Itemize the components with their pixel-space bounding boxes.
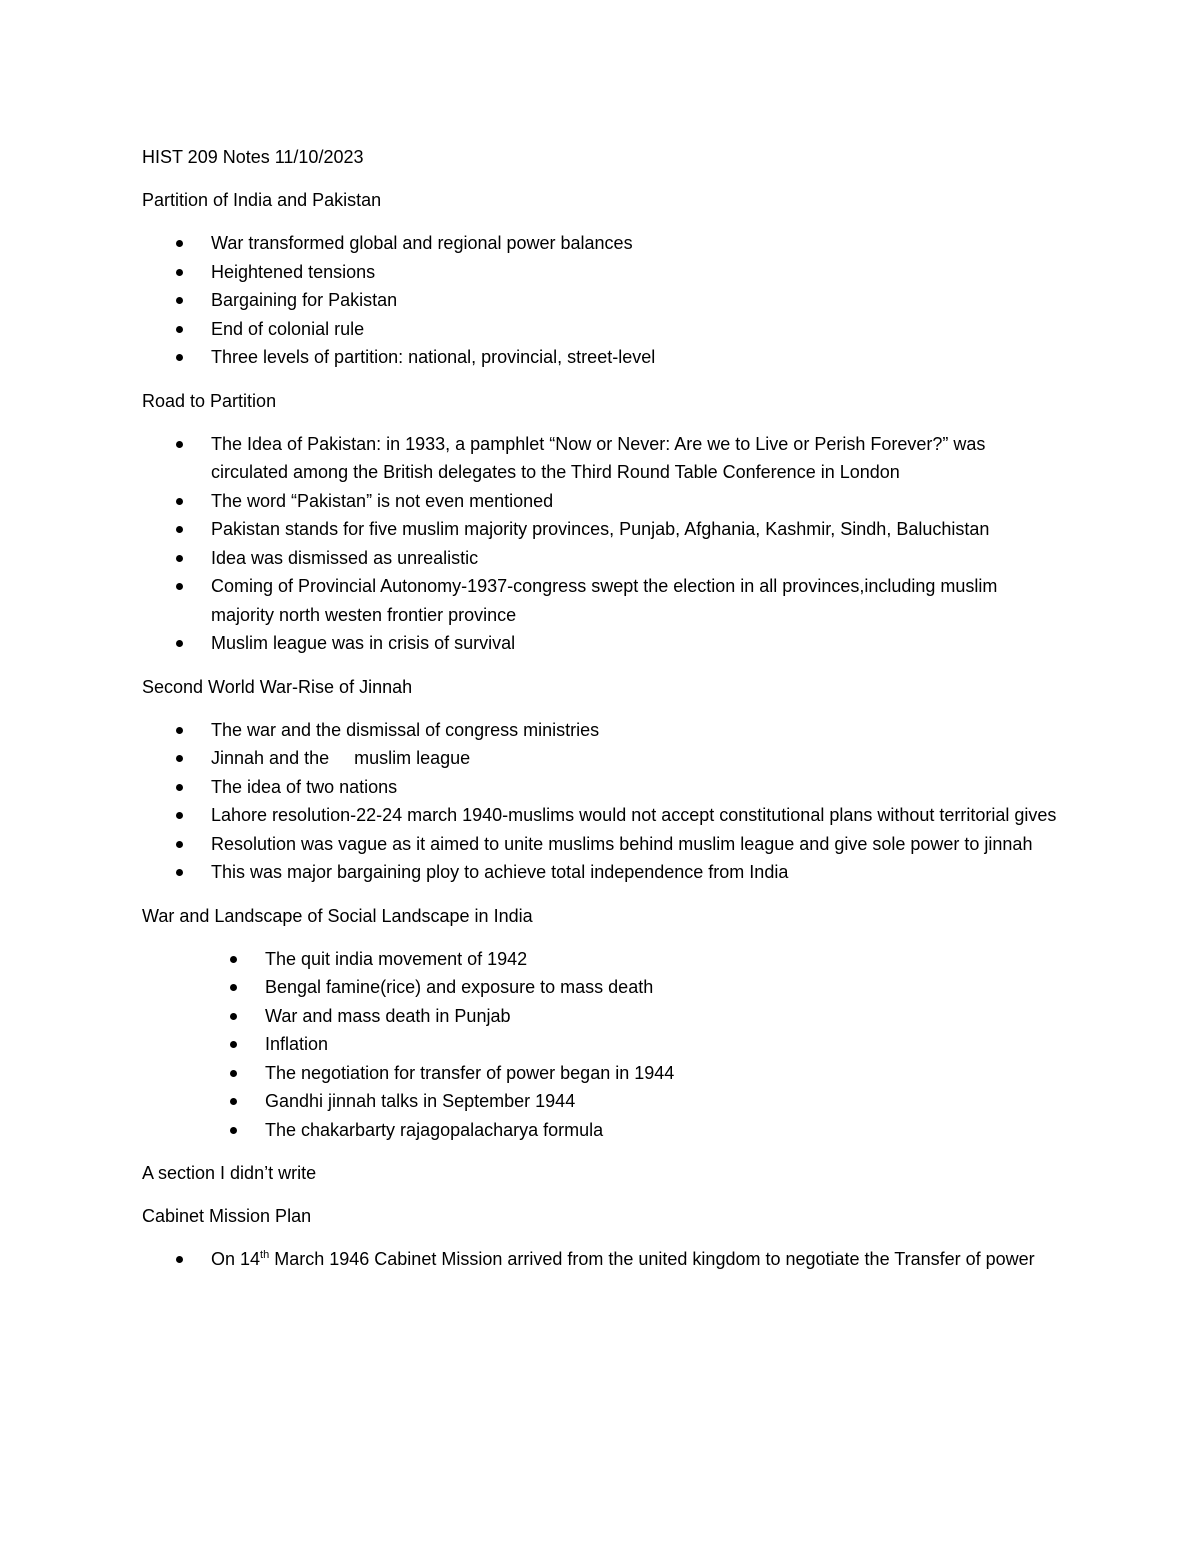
section-heading: Road to Partition bbox=[142, 390, 277, 411]
list-item bbox=[142, 1245, 1062, 1274]
list-item bbox=[142, 315, 1062, 344]
list-item-text: The chakarbarty rajagopalacharya formula bbox=[265, 1119, 604, 1140]
bullet-icon bbox=[230, 956, 237, 963]
list-item bbox=[142, 629, 1062, 658]
list-item-text: War transformed global and regional power balances bbox=[211, 233, 633, 253]
list-item bbox=[142, 515, 1062, 544]
bullet-icon bbox=[230, 984, 237, 991]
document-title: HIST 209 Notes 11/10/2023 bbox=[142, 147, 364, 167]
list-item bbox=[142, 487, 1062, 516]
bullet-icon bbox=[176, 841, 183, 848]
list-item-text: The idea of two nations bbox=[211, 776, 398, 797]
list-item bbox=[142, 1087, 1062, 1116]
list-item-text-start: On 14 bbox=[211, 1249, 261, 1269]
bullet-list bbox=[142, 430, 1062, 658]
list-item-text: Three levels of partition: national, provincial, street-level bbox=[211, 347, 656, 367]
bullet-list bbox=[142, 1245, 1062, 1274]
list-item bbox=[142, 1030, 1062, 1059]
list-item-text: Gandhi jinnah talks in September 1944 bbox=[265, 1091, 576, 1111]
list-item-text: End of colonial rule bbox=[211, 318, 365, 339]
list-item-text: Heightened tensions bbox=[211, 261, 376, 282]
section-heading: A section I didn’t write bbox=[142, 1163, 317, 1183]
bullet-icon bbox=[176, 640, 183, 647]
bullet-icon bbox=[176, 441, 183, 448]
list-item bbox=[142, 258, 1062, 287]
list-item-text: The word “Pakistan” is not even mentioned bbox=[211, 490, 554, 511]
list-item-text: War and mass death in Punjab bbox=[265, 1005, 511, 1026]
ordinal-suffix: th bbox=[260, 1249, 270, 1261]
bullet-icon bbox=[176, 1256, 183, 1263]
bullet-icon bbox=[176, 869, 183, 876]
list-item bbox=[142, 1059, 1062, 1088]
document-body bbox=[142, 143, 1062, 1289]
bullet-icon bbox=[176, 784, 183, 791]
list-item-text: Inflation bbox=[265, 1034, 329, 1054]
section-heading: Cabinet Mission Plan bbox=[142, 1206, 312, 1226]
list-item-text bbox=[211, 1249, 1035, 1269]
list-item-text: Idea was dismissed as unrealistic bbox=[211, 547, 479, 568]
bullet-list bbox=[142, 945, 1062, 1145]
list-item bbox=[142, 858, 1062, 887]
bullet-icon bbox=[176, 727, 183, 734]
bullet-icon bbox=[176, 326, 183, 333]
list-item bbox=[142, 229, 1062, 258]
list-item-text-end: March 1946 Cabinet Mission arrived from the united kingdom to negotiate the Transfer of power bbox=[269, 1249, 1035, 1269]
list-item-text: The Idea of Pakistan: in 1933, a pamphlet “Now or Never: Are we to Live or Perish Forever?” was circulated among the British delegates to the Third Round Table Conference in London bbox=[211, 433, 986, 482]
bullet-icon bbox=[230, 1070, 237, 1077]
list-item bbox=[142, 773, 1062, 802]
list-item-text: The quit india movement of 1942 bbox=[265, 948, 528, 969]
list-item bbox=[142, 572, 1062, 629]
list-item-text: Resolution was vague as it aimed to unite muslims behind muslim league and give sole power to jinnah bbox=[211, 833, 1033, 854]
bullet-icon bbox=[176, 354, 183, 361]
list-item-text: Coming of Provincial Autonomy-1937-congress swept the election in all provinces,including muslim majority north westen frontier province bbox=[211, 576, 998, 625]
list-item-text: Bargaining for Pakistan bbox=[211, 290, 398, 310]
list-item bbox=[142, 1002, 1062, 1031]
list-item bbox=[142, 544, 1062, 573]
list-item bbox=[142, 945, 1062, 974]
bullet-icon bbox=[176, 526, 183, 533]
bullet-icon bbox=[176, 498, 183, 505]
section-heading: Partition of India and Pakistan bbox=[142, 190, 382, 210]
list-item-text: This was major bargaining ploy to achieve total independence from India bbox=[211, 862, 789, 882]
list-item bbox=[142, 286, 1062, 315]
section-heading: War and Landscape of Social Landscape in India bbox=[142, 905, 533, 926]
list-item bbox=[142, 1116, 1062, 1145]
list-item-text: The negotiation for transfer of power began in 1944 bbox=[265, 1062, 675, 1083]
list-item-text: The war and the dismissal of congress ministries bbox=[211, 719, 600, 740]
list-item bbox=[142, 744, 1062, 773]
list-item bbox=[142, 830, 1062, 859]
list-item-text: Pakistan stands for five muslim majority provinces, Punjab, Afghania, Kashmir, Sindh, Baluchistan bbox=[211, 519, 990, 539]
bullet-icon bbox=[230, 1041, 237, 1048]
bullet-icon bbox=[176, 755, 183, 762]
list-item bbox=[142, 716, 1062, 745]
list-item-text: Lahore resolution-22-24 march 1940-muslims would not accept constitutional plans without territorial gives bbox=[211, 805, 1057, 825]
bullet-icon bbox=[230, 1013, 237, 1020]
bullet-icon bbox=[230, 1098, 237, 1105]
list-item bbox=[142, 801, 1062, 830]
bullet-list bbox=[142, 716, 1062, 887]
bullet-icon bbox=[230, 1127, 237, 1134]
list-item-text: Jinnah and the muslim league bbox=[211, 748, 471, 768]
bullet-icon bbox=[176, 240, 183, 247]
bullet-list bbox=[142, 229, 1062, 372]
bullet-icon bbox=[176, 583, 183, 590]
list-item bbox=[142, 430, 1062, 487]
list-item bbox=[142, 343, 1062, 372]
list-item-text: Bengal famine(rice) and exposure to mass death bbox=[265, 977, 654, 997]
bullet-icon bbox=[176, 812, 183, 819]
bullet-icon bbox=[176, 269, 183, 276]
section-heading: Second World War-Rise of Jinnah bbox=[142, 676, 413, 697]
bullet-icon bbox=[176, 555, 183, 562]
list-item-text: Muslim league was in crisis of survival bbox=[211, 633, 516, 653]
bullet-icon bbox=[176, 297, 183, 304]
list-item bbox=[142, 973, 1062, 1002]
